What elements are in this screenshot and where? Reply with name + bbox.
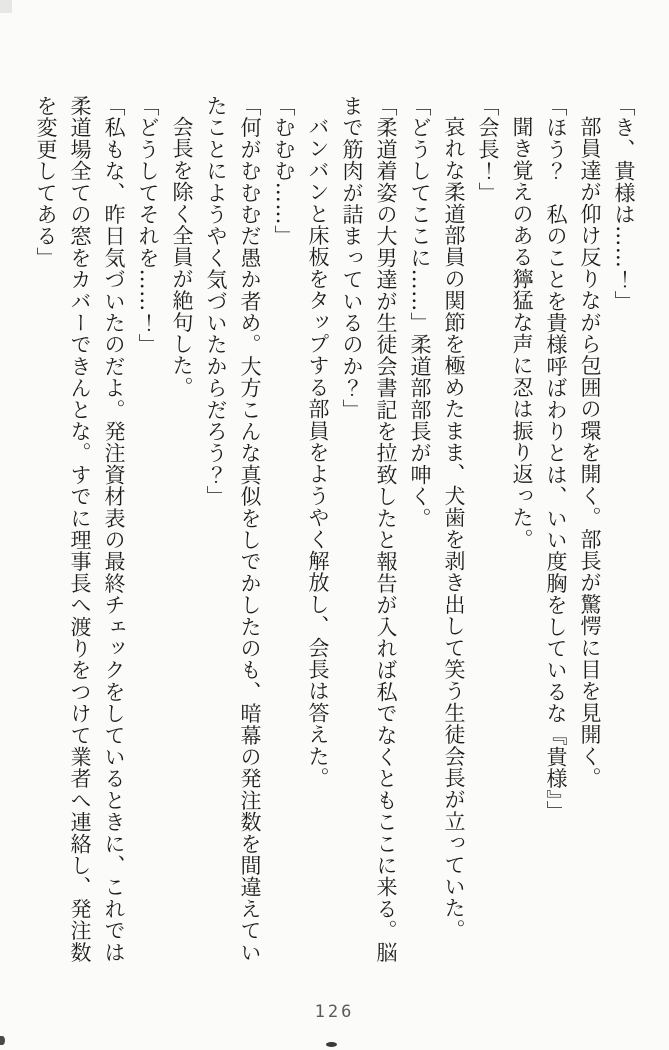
scan-artifact-top-left bbox=[0, 0, 12, 13]
binding-mark bbox=[326, 1042, 337, 1047]
paragraph-line: 「会長！」 bbox=[476, 95, 500, 204]
paragraph-line: 「どうしてそれを……！」 bbox=[136, 95, 160, 356]
paragraph-line: を変更してある」 bbox=[34, 95, 58, 269]
page-number: 126 bbox=[314, 1002, 355, 1022]
paragraph-line: 聞き覚えのある獰猛な声に忍は振り返った。 bbox=[510, 116, 534, 550]
paragraph-line: 「柔道着姿の大男達が生徒会書記を拉致したと報告が入れば私でなくともここに来る。脳 bbox=[374, 95, 398, 963]
paragraph-line: 「むむむ……」 bbox=[272, 95, 296, 247]
paragraph-line: バンバンと床板をタップする部員をようやく解放し、会長は答えた。 bbox=[306, 116, 330, 789]
paragraph-line: 柔道場全ての窓をカバーできんとな。すでに理事長へ渡りをつけて業者へ連絡し、発注数 bbox=[68, 95, 92, 963]
paragraph-line: 部員達が仰け反りながら包囲の環を開く。部長が驚愕に目を見開く。 bbox=[578, 116, 602, 789]
scan-artifact-bottom-left bbox=[0, 1036, 5, 1045]
paragraph-line: 会長を除く全員が絶句した。 bbox=[170, 116, 194, 399]
paragraph-line: 「私もな、昨日気づいたのだよ。発注資材表の最終チェックをしているときに、これでは bbox=[102, 95, 126, 963]
paragraph-line: 「どうしてここに……」柔道部部長が呻く。 bbox=[408, 95, 432, 529]
paragraph-line: 哀れな柔道部員の関節を極めたまま、犬歯を剥き出して笑う生徒会長が立っていた。 bbox=[442, 116, 466, 941]
paragraph-line: 「き、貴様は……！」 bbox=[612, 95, 636, 312]
paragraph-line: 「ほう？ 私のことを貴様呼ばわりとは、いい度胸をしているな『貴様』」 bbox=[544, 95, 568, 823]
paragraph-line: まで筋肉が詰まっているのか？」 bbox=[340, 95, 364, 421]
paragraph-line: 「何がむむむだ愚か者め。大方こんな真似をしでかしたのも、暗幕の発注数を間違えてい bbox=[238, 95, 262, 963]
paragraph-line: たことにようやく気づいたからだろう？」 bbox=[204, 95, 228, 508]
page-text bbox=[29, 95, 641, 975]
